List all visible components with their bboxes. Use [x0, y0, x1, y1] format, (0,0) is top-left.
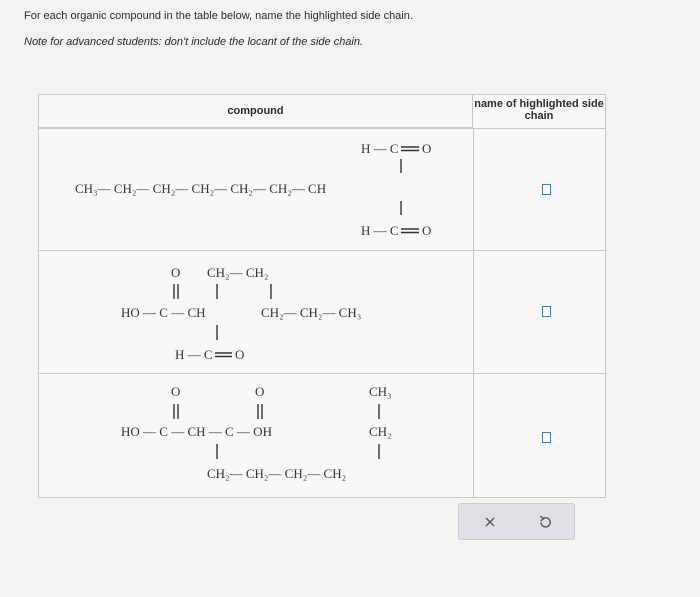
header-side-chain-name: name of highlighted side chain [474, 98, 604, 122]
table-row [39, 373, 605, 497]
clear-button[interactable] [461, 504, 519, 539]
formula-label: HO — C — CH [121, 305, 206, 320]
column-divider [473, 129, 474, 250]
side-chain-answer-input[interactable] [542, 184, 551, 195]
undo-button[interactable] [516, 504, 574, 539]
instruction-text: For each organic compound in the table below, name the highlighted side chain. [24, 10, 413, 22]
molecule-structure-1 [39, 129, 473, 250]
formula-label: H — C [175, 347, 213, 362]
formula-label: H — C [361, 223, 399, 238]
undo-icon [539, 515, 552, 528]
formula-label: H — C [361, 141, 399, 156]
formula-label: O [171, 384, 181, 399]
header-compound: compound [39, 95, 473, 128]
table-row [39, 128, 605, 250]
main-chain-label: CH₃— CH₂— CH₂— CH₂— CH₂— CH₂— CH [75, 181, 327, 196]
formula-label: HO — C — CH — C — OH [121, 424, 272, 439]
side-chain-answer-input[interactable] [542, 432, 551, 443]
formula-label: CH₂— CH₂ [207, 265, 269, 280]
formula-label: CH₂— CH₂— CH₂— CH₂ [207, 466, 347, 481]
molecule-structure-3 [39, 374, 473, 497]
formula-label: O [171, 265, 181, 280]
molecule-structure-2 [39, 251, 473, 373]
x-icon [485, 517, 495, 527]
advanced-note: Note for advanced students: don't include the locant of the side chain. [24, 36, 364, 48]
compound-table [38, 94, 606, 498]
formula-label: O [235, 347, 245, 362]
formula-label: CH₂— CH₂— CH₃ [261, 305, 362, 320]
answer-toolbar [458, 503, 575, 540]
formula-label: CH₂ [369, 424, 392, 439]
column-divider [473, 251, 474, 373]
formula-label: CH₃ [369, 384, 392, 399]
formula-label: O [422, 223, 432, 238]
table-row [39, 250, 605, 373]
side-chain-answer-input[interactable] [542, 306, 551, 317]
formula-label: O [255, 384, 265, 399]
column-divider [473, 374, 474, 497]
formula-label: O [422, 141, 432, 156]
